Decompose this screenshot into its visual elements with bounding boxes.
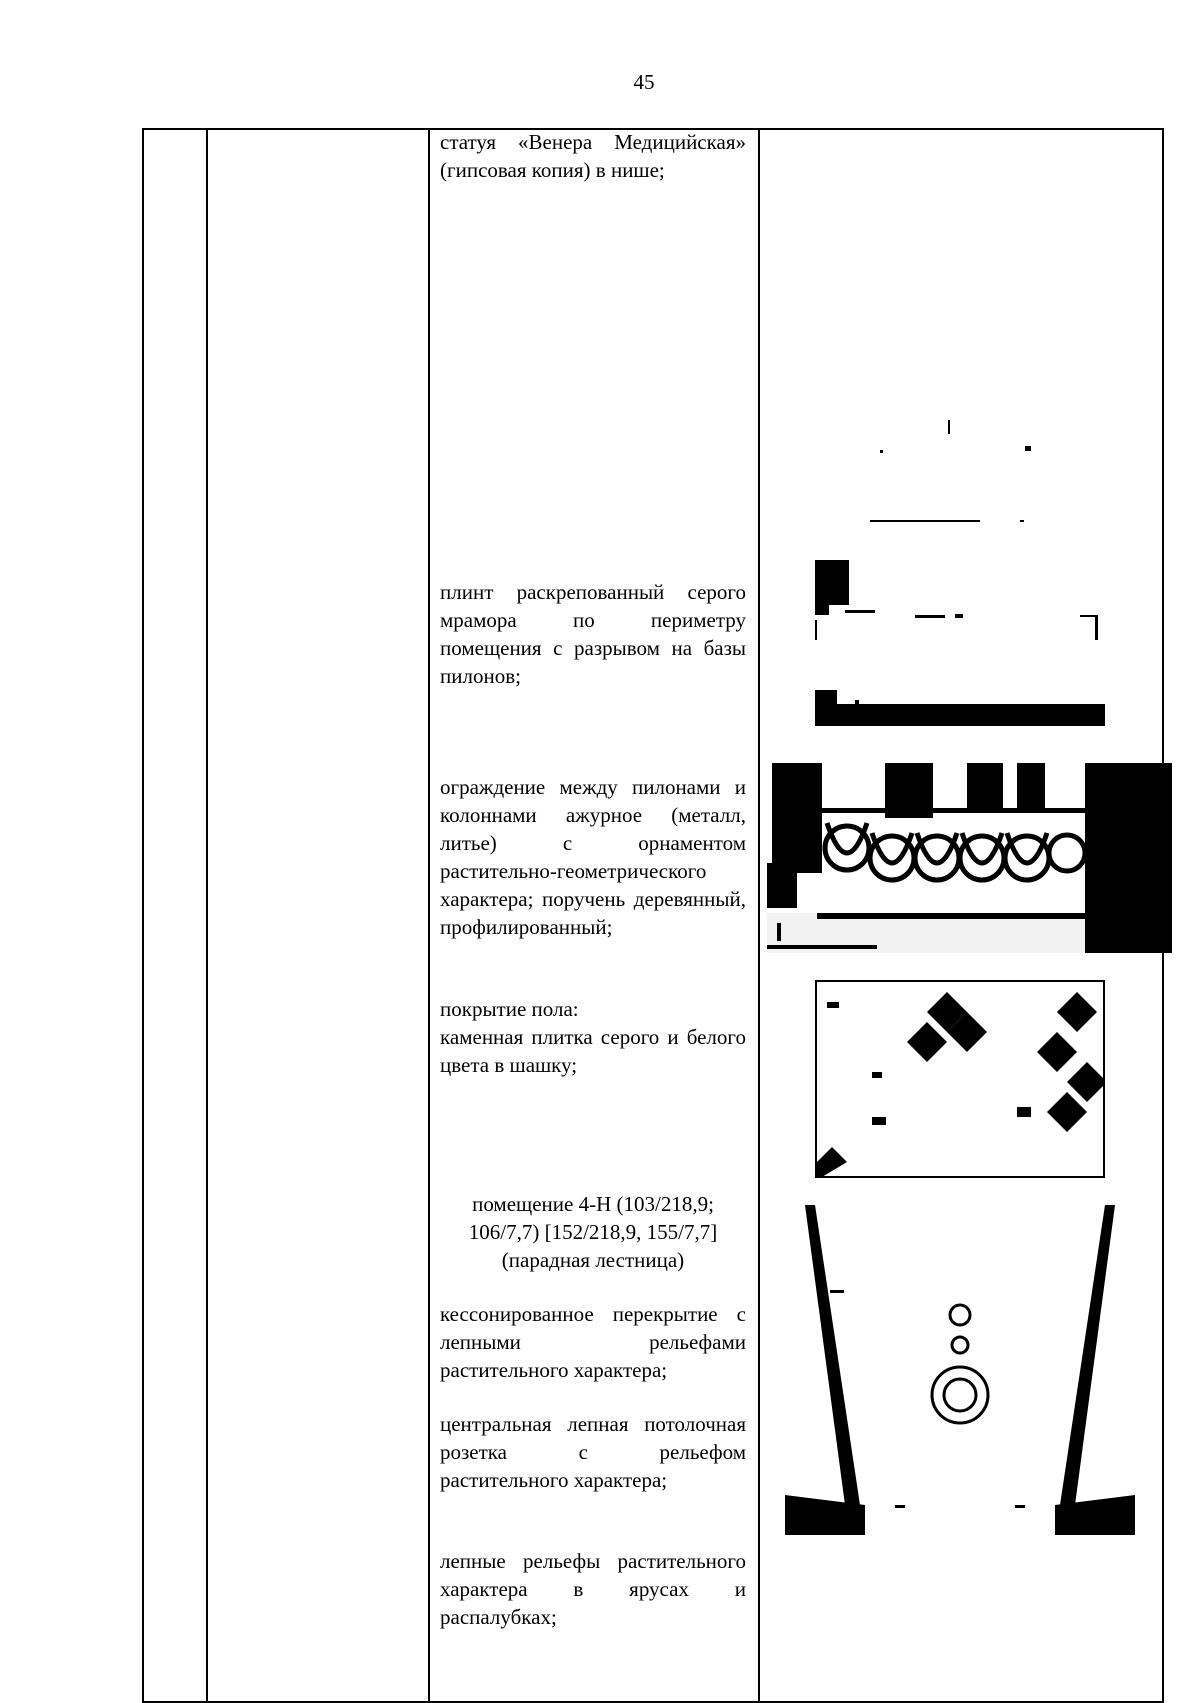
cell-reliefs (440, 1547, 746, 1631)
room-heading-line-2: 106/7,7) [152/218,9, 155/7,7] (468, 1220, 718, 1244)
plinth-photo (815, 560, 1105, 735)
cell-ceiling (440, 1300, 746, 1384)
cell-room-heading (440, 1190, 746, 1274)
cell-statue (440, 128, 746, 184)
staircase-photo (785, 1205, 1135, 1535)
floor-text: каменная плитка серого и белого цвета в шашку; (440, 1025, 746, 1077)
room-heading-line-1: помещение 4-Н (103/218,9; (472, 1192, 714, 1216)
cell-floor (440, 995, 746, 1079)
cell-fence (440, 773, 746, 941)
ceiling-text: кессонированное перекрытие с лепными рельефами растительного характера; (440, 1302, 746, 1382)
room-heading-line-3: (парадная лестница) (501, 1248, 685, 1272)
fence-text: ограждение между пилонами и колоннами ажурное (металл, литье) с орнаментом растительно-геометрического характера; поручень деревянный, профилированный; (440, 775, 746, 939)
reliefs-text: лепные рельефы растительного характера в ярусах и распалубках; (440, 1549, 746, 1629)
plinth-text: плинт раскрепованный серого мрамора по периметру помещения с разрывом на базы пилонов; (440, 580, 746, 688)
page-number: 45 (633, 70, 655, 94)
column-divider-3 (758, 128, 760, 1703)
floor-label: покрытие пола: (440, 997, 579, 1021)
column-divider-1 (206, 128, 208, 1703)
cell-rosette (440, 1410, 746, 1494)
floor-photo (815, 980, 1105, 1178)
fence-photo (767, 763, 1172, 953)
cell-plinth (440, 578, 746, 690)
column-divider-2 (428, 128, 430, 1703)
rosette-text: центральная лепная потолочная розетка с рельефом растительного характера; (440, 1412, 746, 1492)
statue-text: статуя «Венера Медицийская» (гипсовая копия) в нише; (440, 130, 746, 182)
statue-photo-faint (860, 390, 1060, 540)
